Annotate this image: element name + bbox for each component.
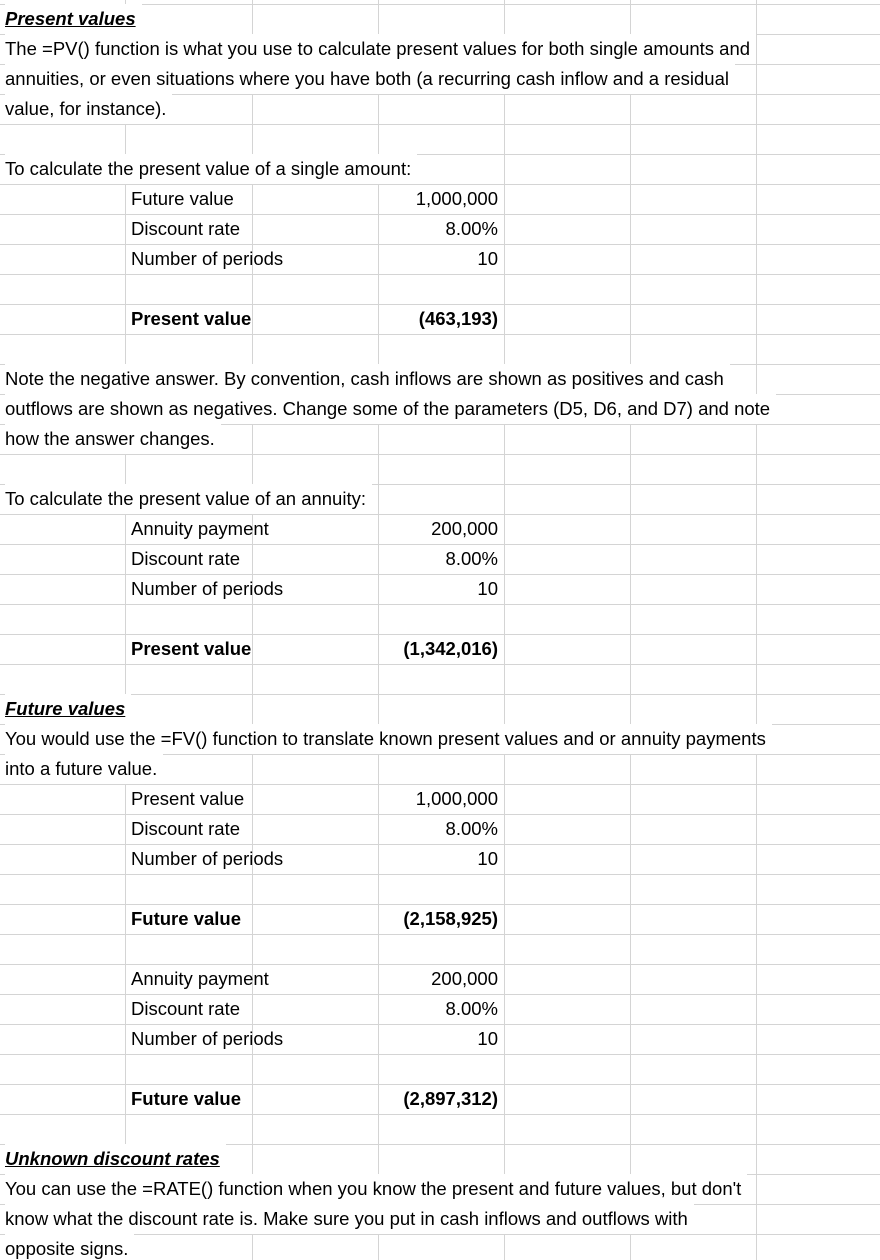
cell-pv-annuity-result-value[interactable]: (1,342,016) xyxy=(403,638,498,659)
gridline-row xyxy=(0,334,880,335)
cell-future-values-heading[interactable]: Future values xyxy=(5,694,131,724)
gridline-row xyxy=(0,1054,880,1055)
cell-fv-annuity-result-label[interactable]: Future value xyxy=(131,1088,241,1109)
cell-fv-annuity-value-2[interactable]: 8.00% xyxy=(445,998,498,1019)
cell-present-values-heading[interactable]: Present values xyxy=(5,4,142,34)
cell-pv-single-result-value[interactable]: (463,193) xyxy=(418,308,498,329)
gridline-row xyxy=(0,694,880,695)
cell-pv-single-label-2[interactable]: Discount rate xyxy=(131,218,240,239)
cell-pv-annuity-label-1[interactable]: Annuity payment xyxy=(131,518,269,539)
cell-pv-annuity-caption[interactable]: To calculate the present value of an annuity: xyxy=(5,484,372,514)
cell-fv-single-label-2[interactable]: Discount rate xyxy=(131,818,240,839)
cell-rate-intro-1[interactable]: You can use the =RATE() function when you know the present and future values, but don't xyxy=(5,1174,747,1204)
cell-fv-intro-1[interactable]: You would use the =FV() function to translate known present values and or annuity payments xyxy=(5,724,772,754)
cell-fv-single-value-1[interactable]: 1,000,000 xyxy=(415,788,498,809)
cell-pv-annuity-label-2[interactable]: Discount rate xyxy=(131,548,240,569)
cell-fv-annuity-label-3[interactable]: Number of periods xyxy=(131,1028,284,1049)
cell-rate-intro-3[interactable]: opposite signs. xyxy=(5,1234,134,1260)
gridline-column xyxy=(504,0,505,1260)
gridline-column xyxy=(378,0,379,1260)
gridline-row xyxy=(0,934,880,935)
gridline-column xyxy=(630,0,631,1260)
cell-fv-single-value-3[interactable]: 10 xyxy=(477,848,498,869)
cell-pv-annuity-result-label[interactable]: Present value xyxy=(131,638,252,659)
cell-fv-intro-2[interactable]: into a future value. xyxy=(5,754,163,784)
cell-pv-single-value-1[interactable]: 1,000,000 xyxy=(415,188,498,209)
gridline-row xyxy=(0,664,880,665)
gridline-row xyxy=(0,1114,880,1115)
cell-pv-intro-1[interactable]: The =PV() function is what you use to calculate present values for both single amounts and xyxy=(5,34,756,64)
cell-fv-single-label-3[interactable]: Number of periods xyxy=(131,848,284,869)
cell-fv-single-result-label[interactable]: Future value xyxy=(131,908,241,929)
cell-fv-annuity-value-1[interactable]: 200,000 xyxy=(431,968,498,989)
cell-pv-single-label-1[interactable]: Future value xyxy=(131,188,234,209)
cell-fv-single-result-value[interactable]: (2,158,925) xyxy=(403,908,498,929)
gridline-column xyxy=(125,0,126,1260)
cell-fv-annuity-label-2[interactable]: Discount rate xyxy=(131,998,240,1019)
gridline-column xyxy=(756,0,757,1260)
cell-pv-note-1[interactable]: Note the negative answer. By convention, cash inflows are shown as positives and cash xyxy=(5,364,730,394)
cell-fv-annuity-result-value[interactable]: (2,897,312) xyxy=(403,1088,498,1109)
cell-pv-note-2[interactable]: outflows are shown as negatives. Change some of the parameters (D5, D6, and D7) and note xyxy=(5,394,776,424)
gridline-row xyxy=(0,124,880,125)
cell-pv-intro-2[interactable]: annuities, or even situations where you have both (a recurring cash inflow and a residual xyxy=(5,64,735,94)
cell-pv-annuity-value-3[interactable]: 10 xyxy=(477,578,498,599)
cell-pv-annuity-value-2[interactable]: 8.00% xyxy=(445,548,498,569)
cell-fv-annuity-value-3[interactable]: 10 xyxy=(477,1028,498,1049)
cell-fv-single-label-1[interactable]: Present value xyxy=(131,788,245,809)
gridline-row xyxy=(0,274,880,275)
cell-unknown-rates-heading[interactable]: Unknown discount rates xyxy=(5,1144,226,1174)
cell-pv-annuity-value-1[interactable]: 200,000 xyxy=(431,518,498,539)
cell-pv-single-caption[interactable]: To calculate the present value of a single amount: xyxy=(5,154,417,184)
cell-pv-annuity-label-3[interactable]: Number of periods xyxy=(131,578,284,599)
cell-pv-single-label-3[interactable]: Number of periods xyxy=(131,248,284,269)
cell-pv-single-value-3[interactable]: 10 xyxy=(477,248,498,269)
cell-pv-intro-3[interactable]: value, for instance). xyxy=(5,94,172,124)
gridline-column xyxy=(252,0,253,1260)
cell-rate-intro-2[interactable]: know what the discount rate is. Make sure you put in cash inflows and outflows with xyxy=(5,1204,694,1234)
cell-pv-single-result-label[interactable]: Present value xyxy=(131,308,252,329)
cell-pv-single-value-2[interactable]: 8.00% xyxy=(445,218,498,239)
gridline-row xyxy=(0,604,880,605)
cell-fv-annuity-label-1[interactable]: Annuity payment xyxy=(131,968,269,989)
gridline-row xyxy=(0,874,880,875)
cell-pv-note-3[interactable]: how the answer changes. xyxy=(5,424,221,454)
cell-fv-single-value-2[interactable]: 8.00% xyxy=(445,818,498,839)
gridline-row xyxy=(0,454,880,455)
